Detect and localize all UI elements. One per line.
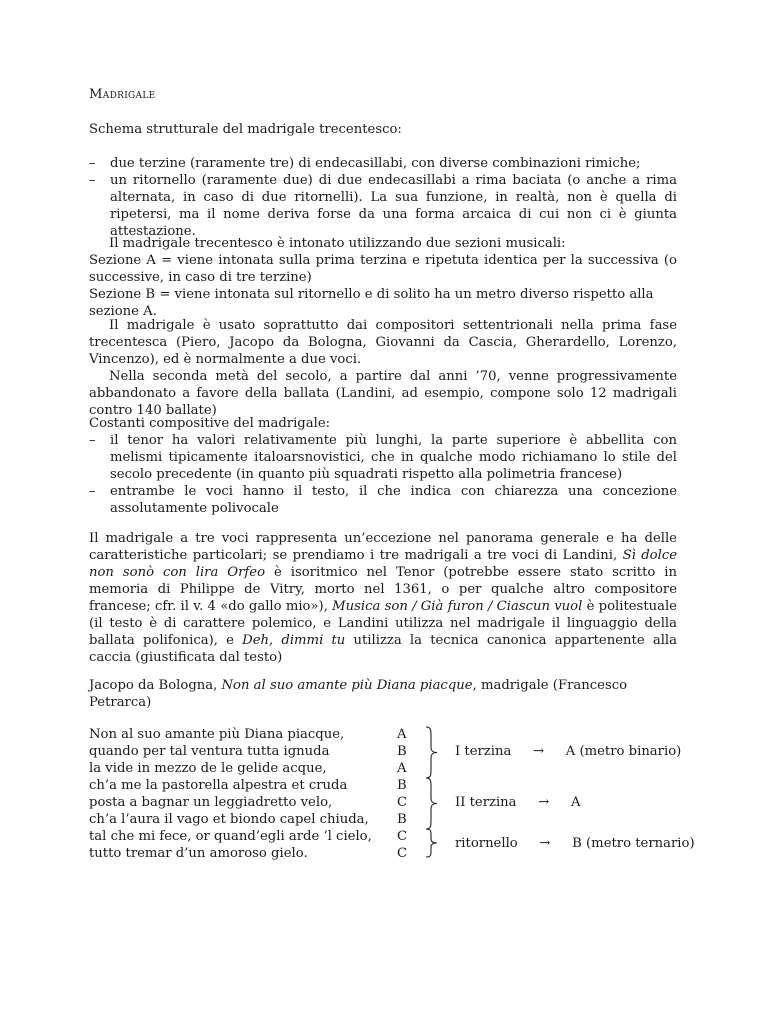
usage-text-1: Il madrigale è usato soprattutto dai compositori settentrionali nella prima fase trecentesca (Piero, Jacopo da Bologna, Giovanni da Cascia, Gherardello, Lorenzo, Vincenzo), ed è normalmente a due voci. [89,318,677,367]
arrow-right-icon: → [539,836,551,851]
list-item [89,155,677,172]
brace-icon [424,726,438,779]
rhyme-letter: B [397,778,407,793]
three-voices-paragraph [89,530,677,666]
paragraph-text: Il madrigale a tre voci rappresenta un’eccezione nel panorama generale e ha delle caratteristiche particolari; se prendiamo i tre madrigali a tre voci di Landini, [89,531,677,563]
example-author: Jacopo da Bologna, [89,678,222,693]
section-b-description: Sezione B = viene intonata sul ritornello e di solito ha un metro diverso rispetto alla sezione A. [89,287,654,319]
arrow-right-icon: → [533,744,545,759]
poem-line: Non al suo amante più Diana piacque, [89,727,345,742]
arrow-right-icon: → [538,795,550,810]
example-heading [89,677,677,711]
poem-line: posta a bagnar un leggiadretto velo, [89,795,333,810]
dash-bullet: – [89,173,96,188]
paragraph-text: è isoritmico nel Tenor (potrebbe essere stato scritto in memoria di Philippe de Vitry, morto nel 1361, o per qualche altro compositore francese; cfr. il v. 4 «do gallo mio»), [89,565,678,614]
structure-row [455,743,681,760]
list-item [89,432,677,483]
dash-bullet: – [89,484,96,499]
usage-text-2: Nella seconda metà del secolo, a partire dal anni ’70, venne progressivamente abbandonato a favore della ballata (Landini, ad esempio, compone solo 12 madrigali contro 140 ballate) [89,369,677,418]
list-item [89,172,677,240]
page-title: Madrigale [89,87,156,102]
rhyme-letter: B [397,812,407,827]
list-item-text: un ritornello (raramente due) di due endecasillabi a rima baciata (o anche a rima alternata, in caso di due ritornelli). La sua funzione, in realtà, non è quella di ripetersi, ma il nome deriva forse da una forma arcaica di cui non ci è giunta attestazione. [110,173,677,239]
work-title: Deh, dimmi tu [242,633,346,648]
poem-line: ch’a l’aura il vago et biondo capel chiuda, [89,812,369,827]
dash-bullet: – [89,433,96,448]
rhyme-letter: C [397,829,408,844]
schema-heading: Schema strutturale del madrigale trecentesco: [89,122,402,137]
dash-bullet: – [89,156,96,171]
work-title: Musica son / Già furon / Ciascun vuol [332,599,583,614]
poem-line: ch’a me la pastorella alpestra et cruda [89,778,348,793]
list-item [89,483,677,517]
schema-list [89,155,677,240]
structure-label: I terzina [455,744,512,759]
poem-line: tutto tremar d’un amoroso gielo. [89,846,308,861]
example-work-title: Non al suo amante più Diana piacque [221,678,473,693]
structure-row [455,835,695,852]
structure-result: A (metro binario) [565,744,682,759]
paragraph-text: è politestuale (il testo è di carattere polemico, e Landini utilizza nel madrigale il linguaggio della ballata polifonica), e [89,599,677,648]
list-item-text: il tenor ha valori relativamente più lunghi, la parte superiore è abbellita con melismi tipicamente italoarsnovistici, che in qualche modo richiamano lo stile del secolo precedente (in quanto più squadrati rispetto alla polimetria francese) [110,433,677,482]
costanti-heading: Costanti compositive del madrigale: [89,416,331,431]
brace-icon [424,828,438,858]
usage-paragraph [89,317,677,419]
poem-text [89,726,419,862]
section-a-description: Sezione A = viene intonata sulla prima terzina e ripetuta identica per la successiva (o successive, in caso di tre terzine) [89,253,677,285]
list-item-text: entrambe le voci hanno il testo, il che indica con chiarezza una concezione assolutamente polivocale [110,484,677,516]
rhyme-letter: A [397,727,407,742]
rhyme-letter: C [397,846,408,861]
rhyme-scheme [397,726,417,862]
structure-result: B (metro ternario) [572,836,695,851]
poem-line: tal che mi fece, or quand’egli arde ’l cielo, [89,829,372,844]
poem-line: la vide in mezzo de le gelide acque, [89,761,327,776]
sections-paragraph [89,235,677,320]
work-title: Sì dolce non sonò con lira Orfeo [89,548,678,580]
structure-result: A [570,795,581,810]
paragraph-text: utilizza la tecnica canonica appartenente alla caccia (giustificata dal testo) [89,633,677,665]
sections-intro: Il madrigale trecentesco è intonato utilizzando due sezioni musicali: [109,236,566,251]
list-item-text: due terzine (raramente tre) di endecasillabi, con diverse combinazioni rimiche; [110,156,641,171]
structure-row [455,794,580,811]
structure-label: ritornello [455,836,518,851]
rhyme-letter: A [397,761,407,776]
rhyme-letter: B [397,744,407,759]
costanti-list [89,432,677,517]
example-form: , madrigale (Francesco Petrarca) [89,678,628,710]
structure-label: II terzina [455,795,517,810]
poem-line: quando per tal ventura tutta ignuda [89,744,330,759]
brace-icon [424,777,438,830]
rhyme-letter: C [397,795,408,810]
